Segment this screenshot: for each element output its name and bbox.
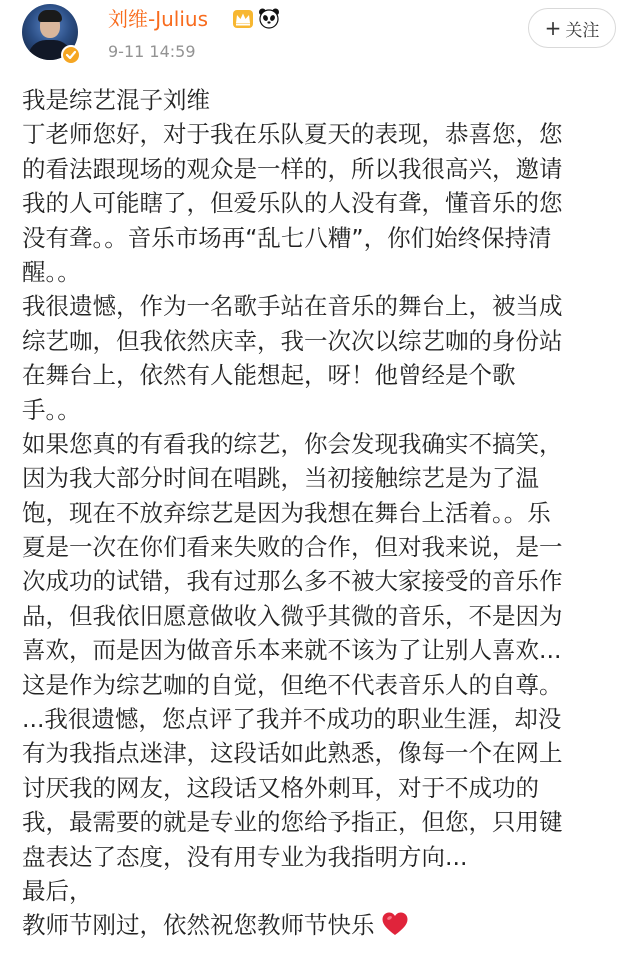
post-line: 没有聋。。音乐市场再“乱七八糟”，你们始终保持清	[22, 223, 552, 252]
crown-icon	[232, 9, 254, 29]
post-line: 有为我指点迷津，这段话如此熟悉，像每一个在网上	[22, 739, 563, 768]
plus-icon: +	[544, 16, 562, 40]
post-line: 如果您真的有看我的综艺，你会发现我确实不搞笑，	[22, 429, 563, 458]
post-line: ...我很遗憾，您点评了我并不成功的职业生涯，却没	[22, 705, 562, 734]
post-line: 醒。。	[22, 257, 81, 286]
post-line: 次成功的试错，我有过那么多不被大家接受的音乐作	[22, 567, 563, 596]
post-line: 丁老师您好，对于我在乐队夏天的表现，恭喜您，您	[22, 120, 563, 149]
post-line: 这是作为综艺咖的自觉，但绝不代表音乐人的自尊。	[22, 670, 563, 699]
post-line-closing-text: 教师节刚过，依然祝您教师节快乐	[22, 911, 375, 940]
post-line: 我的人可能瞎了，但爱乐队的人没有聋，懂音乐的您	[22, 189, 563, 218]
post-line: 饱，现在不放弃综艺是因为我想在舞台上活着。。乐	[22, 498, 551, 527]
follow-label: 关注	[565, 20, 600, 41]
post-line: 最后，	[22, 876, 93, 905]
post-line: 因为我大部分时间在唱跳，当初接触综艺是为了温	[22, 464, 539, 493]
post-line: 我是综艺混子刘维	[22, 86, 210, 114]
post-line: 手。。	[22, 395, 81, 424]
panda-icon	[258, 7, 280, 29]
avatar-figure-hair	[38, 10, 62, 22]
post-line: 的看法跟现场的观众是一样的，所以我很高兴，邀请	[22, 154, 563, 183]
post-line: 讨厌我的网友，这段话又格外刺耳，对于不成功的	[22, 773, 539, 802]
verified-badge-icon	[61, 45, 81, 65]
follow-button[interactable]	[528, 8, 616, 48]
post-line: 我，最需要的就是专业的您给予指正，但您，只用键	[22, 808, 563, 837]
post-line: 我很遗憾，作为一名歌手站在音乐的舞台上，被当成	[22, 292, 563, 321]
post-timestamp: 9-11 14:59	[108, 42, 196, 61]
author-name[interactable]: 刘维-Julius	[108, 7, 208, 31]
post-header	[0, 0, 640, 80]
post-line-closing	[22, 908, 618, 942]
post-content	[22, 83, 618, 943]
post-line: 品，但我依旧愿意做收入微乎其微的音乐，不是因为	[22, 601, 563, 630]
post-line: 夏是一次在你们看来失败的合作，但对我来说，是一	[22, 533, 563, 562]
post-line: 综艺咖，但我依然庆幸，我一次次以综艺咖的身份站	[22, 326, 563, 355]
post-line: 在舞台上，依然有人能想起，呀！他曾经是个歌	[22, 361, 516, 390]
heart-icon	[381, 911, 409, 937]
post-line: 盘表达了态度，没有用专业为我指明方向...	[22, 842, 468, 871]
post-line: 喜欢，而是因为做音乐本来就不该为了让别人喜欢...	[22, 636, 562, 665]
